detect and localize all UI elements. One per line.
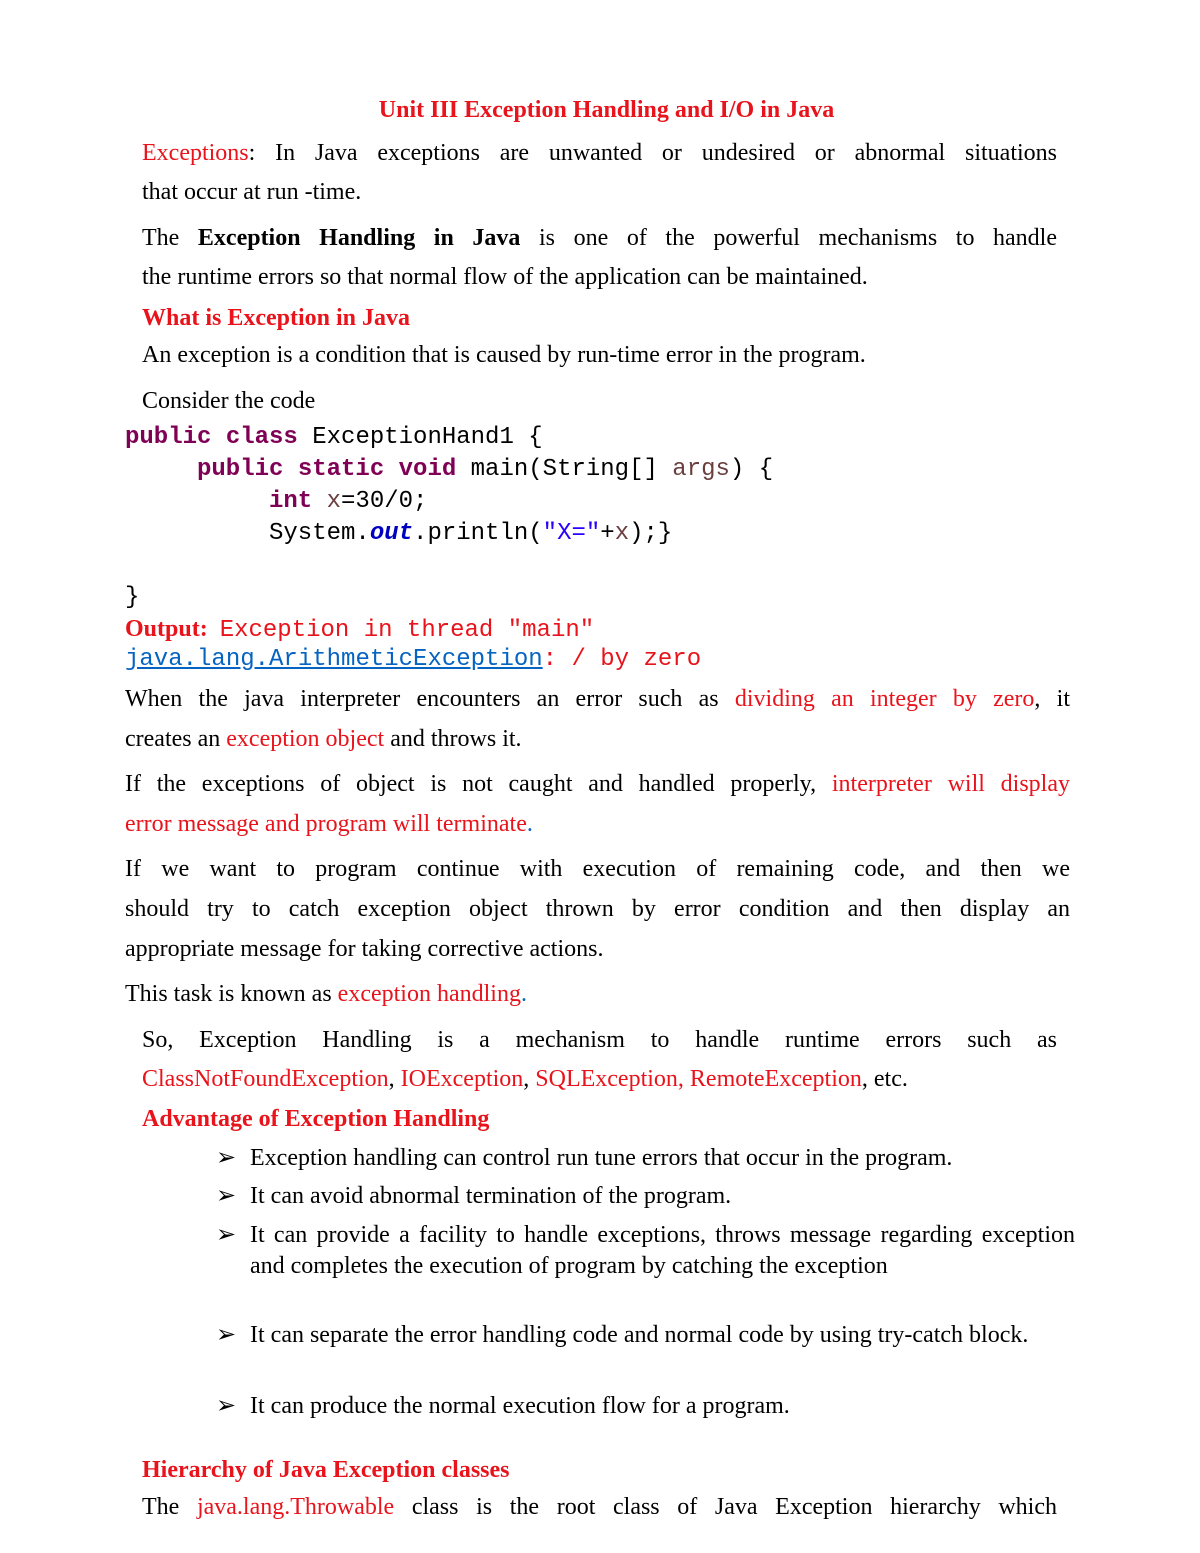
output-rest: : / by zero — [542, 646, 702, 673]
code-text: ) { — [729, 456, 774, 483]
para4-highlight: exception handling — [337, 981, 521, 1007]
handling-rest: is one of the powerful mechanisms to handle — [520, 225, 1058, 251]
what-text: An exception is a condition that is caused by run-time error in the program. — [142, 342, 866, 368]
code-text: =30/0; — [341, 488, 428, 515]
para2-text: If the exceptions of object is not caught and handled properly, — [125, 771, 832, 797]
hierarchy-line — [142, 1492, 1057, 1522]
para2-highlight-2: error message and program will terminate — [125, 811, 527, 837]
code-field: out — [369, 520, 414, 547]
code-keyword: public static void — [197, 456, 457, 483]
exception-class-3: SQLException, RemoteException — [535, 1066, 862, 1092]
code-text: );} — [629, 520, 673, 547]
para2-line-1 — [125, 769, 1070, 799]
para5-line-2 — [142, 1064, 908, 1094]
code-variable: x — [614, 520, 630, 547]
intro-sep: : — [248, 140, 276, 166]
output-label: Output: — [125, 616, 208, 642]
code-keyword: public class — [125, 424, 298, 451]
handling-line-2: the runtime errors so that normal flow of the application can be maintained. — [142, 264, 868, 290]
para1-highlight-2: exception object — [226, 726, 385, 752]
bullet-arrow-icon: ➢ — [216, 1145, 237, 1171]
para4-text: This task is known as — [125, 981, 338, 1007]
code-line-4 — [269, 519, 672, 549]
throwable-class: java.lang.Throwable — [196, 1494, 395, 1520]
code-line-close: } — [125, 584, 140, 611]
bullet-arrow-icon: ➢ — [216, 1322, 237, 1348]
para1-text-end: , it — [1034, 686, 1070, 712]
code-line-1 — [125, 423, 543, 453]
handling-the: The — [142, 225, 198, 251]
advantage-heading: Advantage of Exception Handling — [142, 1106, 490, 1132]
para1-text: When the java interpreter encounters an error such as — [125, 686, 735, 712]
para1-line-1 — [125, 684, 1070, 714]
code-variable: args — [672, 456, 730, 483]
list-item: It can produce the normal execution flow for a program. — [250, 1393, 790, 1419]
bullet-arrow-icon: ➢ — [216, 1393, 237, 1419]
comma: , — [388, 1066, 401, 1092]
intro-line-1 — [142, 138, 1057, 168]
list-item: It can provide a facility to handle exceptions, throws message regarding exception and completes the execution of program by catching the exception — [250, 1222, 1075, 1279]
intro-line-2: that occur at run -time. — [142, 179, 362, 205]
para2-line-2 — [125, 809, 533, 839]
handling-bold: Exception Handling in Java — [197, 225, 521, 251]
list-item: It can separate the error handling code and normal code by using try-catch block. — [250, 1322, 1029, 1348]
para3-line-3: appropriate message for taking corrective actions. — [125, 936, 604, 962]
para3-line-2: should try to catch exception object thrown by error condition and then display an — [125, 896, 1070, 922]
page-title: Unit III Exception Handling and I/O in Java — [378, 97, 835, 123]
list-item: It can avoid abnormal termination of the program. — [250, 1183, 732, 1209]
para2-highlight: interpreter will display — [831, 771, 1070, 797]
code-variable: x — [326, 488, 342, 515]
code-text: ExceptionHand1 { — [297, 424, 543, 451]
code-text: .println( — [413, 520, 543, 547]
consider-text: Consider the code — [142, 388, 316, 414]
list-item: Exception handling can control run tune errors that occur in the program. — [250, 1145, 953, 1171]
para2-dot: . — [526, 811, 533, 837]
code-keyword: int — [269, 488, 313, 515]
bullet-arrow-icon: ➢ — [216, 1183, 237, 1209]
para5-line-1: So, Exception Handling is a mechanism to handle runtime errors such as — [142, 1027, 1057, 1053]
exception-class-1: ClassNotFoundException — [142, 1066, 389, 1092]
exceptions-label: Exceptions — [142, 140, 249, 166]
para4-dot: . — [520, 981, 527, 1007]
bullet-arrow-icon: ➢ — [216, 1222, 237, 1248]
hierarchy-text-end: class is the root class of Java Exception hierarchy which — [394, 1494, 1058, 1520]
output-line — [125, 614, 594, 646]
para3-line-1: If we want to program continue with execution of remaining code, and then we — [125, 856, 1070, 882]
comma: , — [523, 1066, 536, 1092]
code-space — [312, 488, 326, 515]
para1-highlight: dividing an integer by zero — [734, 686, 1035, 712]
code-text: main(String[] — [456, 456, 673, 483]
para1-text-end: and throws it. — [384, 726, 522, 752]
para1-text: creates an — [125, 726, 227, 752]
exception-link[interactable]: java.lang.ArithmeticException — [125, 646, 543, 673]
exception-class-2: IOException — [400, 1066, 524, 1092]
code-text: + — [600, 520, 615, 547]
etc-text: , etc. — [861, 1066, 908, 1092]
hierarchy-heading: Hierarchy of Java Exception classes — [142, 1457, 510, 1483]
what-heading: What is Exception in Java — [142, 305, 411, 331]
hierarchy-text: The — [142, 1494, 197, 1520]
output-line-2 — [125, 645, 701, 675]
code-line-2 — [197, 455, 773, 485]
code-text: System. — [269, 520, 370, 547]
para1-line-2 — [125, 724, 522, 754]
para4-line — [125, 979, 527, 1009]
code-string: "X=" — [542, 520, 601, 547]
code-line-3 — [269, 487, 427, 517]
handling-line-1 — [142, 223, 1057, 253]
output-message: Exception in thread "main" — [219, 617, 595, 644]
intro-text-1: In Java exceptions are unwanted or undesired or abnormal situations — [275, 140, 1058, 166]
